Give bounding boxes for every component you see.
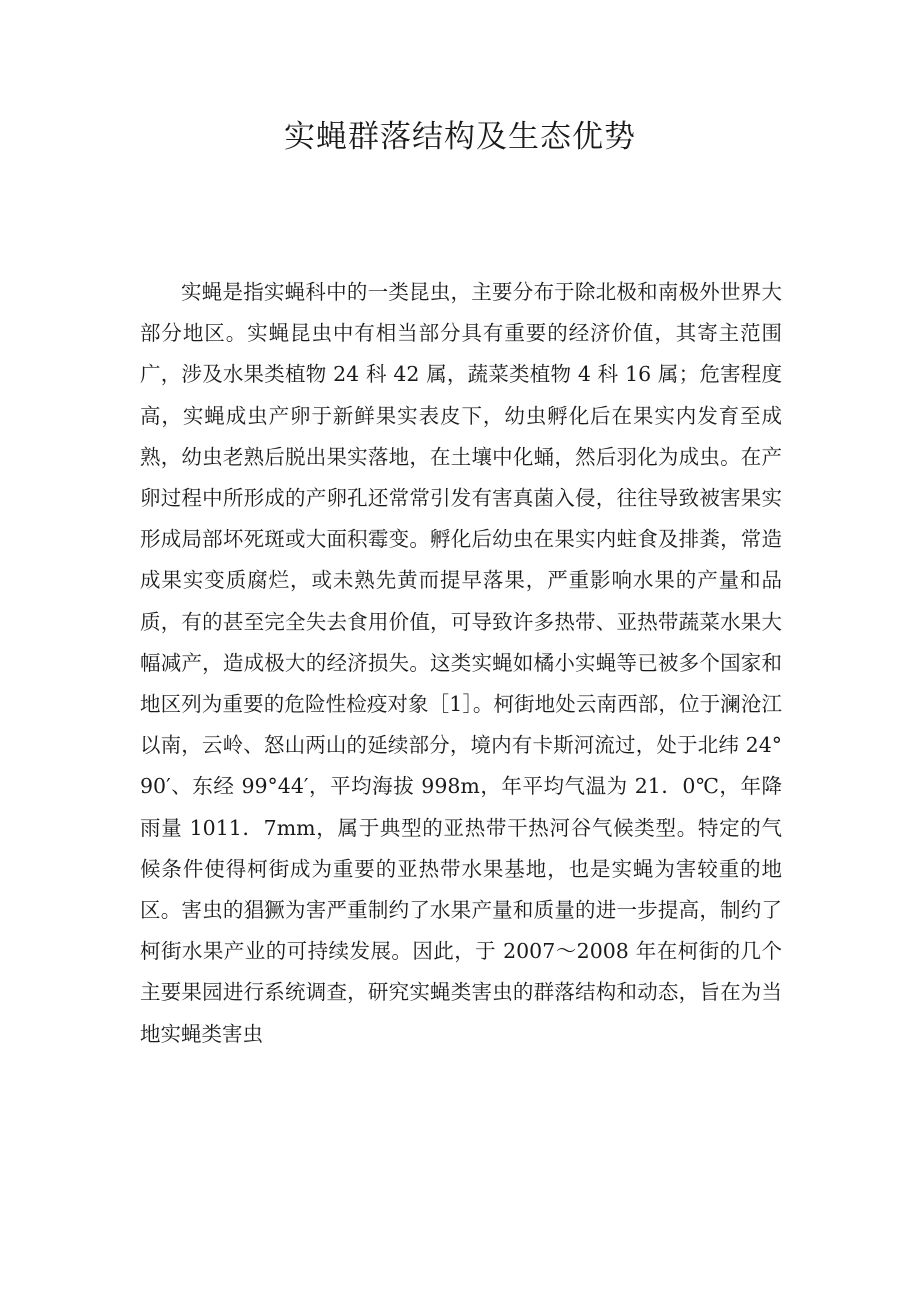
body-paragraph: 实蝇是指实蝇科中的一类昆虫，主要分布于除北极和南极外世界大部分地区。实蝇昆虫中有相当部分具有重要的经济价值，其寄主范围广，涉及水果类植物 24 科 42 属，蔬菜类植物 4 科 16 属；危害程度高，实蝇成虫产卵于新鲜果实表皮下，幼虫孵化后在果实内发育至成熟，幼虫老熟后脱出果实落地，在土壤中化蛹，然后羽化为成虫。在产卵过程中所形成的产卵孔还常常引发有害真菌入侵，往往导致被害果实形成局部坏死斑或大面积霉变。孵化后幼虫在果实内蛀食及排粪，常造成果实变质腐烂，或未熟先黄而提早落果，严重影响水果的产量和品质，有的甚至完全失去食用价值，可导致许多热带、亚热带蔬菜水果大幅减产，造成极大的经济损失。这类实蝇如橘小实蝇等已被多个国家和地区列为重要的危险性检疫对象［1］。柯街地处云南西部，位于澜沧江以南，云岭、怒山两山的延续部分，境内有卡斯河流过，处于北纬 24°90′、东经 99°44′，平均海拔 998m，年平均气温为 21．0℃，年降雨量 1011．7mm，属于典型的亚热带干热河谷气候类型。特定的气候条件使得柯街成为重要的亚热带水果基地，也是实蝇为害较重的地区。害虫的猖獗为害严重制约了水果产量和质量的进一步提高，制约了柯街水果产业的可持续发展。因此，于 2007～2008 年在柯街的几个主要果园进行系统调查，研究实蝇类害虫的群落结构和动态，旨在为当地实蝇类害虫 (140, 280, 782, 1046)
document-title: 实蝇群落结构及生态优势 (284, 119, 636, 155)
